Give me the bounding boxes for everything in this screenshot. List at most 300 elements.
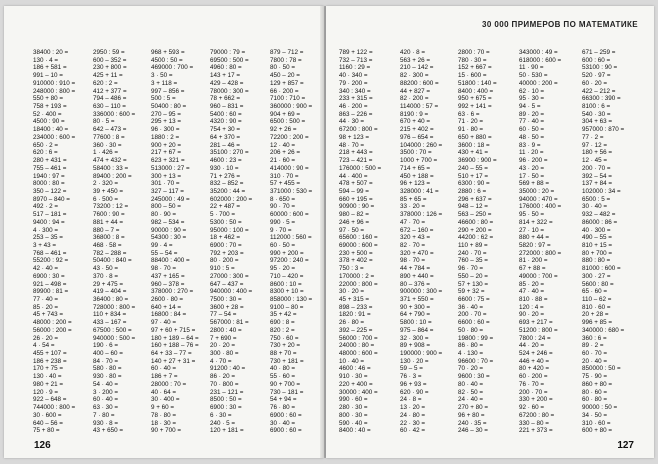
math-example: 3600 + 28 =: [210, 303, 244, 311]
math-example: 96 + 123 =: [400, 180, 431, 188]
math-example: 976 – 654 =: [400, 133, 434, 141]
math-example: 758 + 193 =: [33, 103, 67, 111]
math-example: 71 · 20 =: [458, 118, 484, 126]
math-example: 980 + 21 =: [33, 380, 64, 388]
math-example: 1820 : 91 =: [339, 311, 371, 319]
math-example: 310 · 70 =: [270, 172, 299, 180]
math-example: 997 – 856 =: [151, 87, 185, 95]
math-example: 170000 : 2 =: [339, 272, 375, 280]
math-example: 860 + 80 =: [582, 380, 613, 388]
math-example: 360 · 30 =: [93, 141, 122, 149]
math-example: 18 · 30 =: [151, 419, 177, 427]
math-example: 371 + 550 =: [400, 296, 434, 303]
math-example: 618000 : 600 =: [519, 56, 562, 64]
math-example: 4500 : 90 =: [33, 118, 65, 126]
math-example: 96 · 300 =: [151, 126, 180, 134]
math-example: 5820 : 97 =: [519, 241, 551, 249]
math-example: 60 · 20 =: [582, 79, 608, 87]
math-example: 478 + 507 =: [339, 180, 373, 188]
math-example: 510 + 17 =: [458, 172, 489, 180]
math-example: 89 · 20 =: [519, 110, 545, 118]
math-example: 36800 : 8 =: [93, 234, 125, 242]
math-example: 80 – 376 =: [400, 280, 430, 288]
math-example: 10 · 40 =: [339, 357, 365, 365]
math-example: 11 · 20 =: [519, 149, 544, 157]
math-example: 44 + 827 =: [400, 87, 431, 95]
math-example: 81 · 200 =: [519, 257, 548, 265]
math-example: 92 · 60 =: [519, 404, 545, 412]
math-example: 66300 : 390 =: [582, 95, 621, 103]
math-example: 792 + 203 =: [210, 249, 244, 257]
math-example: 930 · 10 =: [210, 164, 239, 172]
math-example: 89900 : 81 =: [33, 288, 69, 296]
math-example: 65600 : 160 =: [339, 234, 378, 242]
math-example: 36900 : 900 =: [458, 157, 497, 165]
math-example: 550 + 80 =: [33, 95, 64, 103]
math-example: 48000 : 600 =: [339, 350, 378, 358]
math-example: 272000 : 800 =: [519, 249, 562, 257]
math-example: 99 · 4 =: [151, 241, 173, 249]
math-example: 97 · 12 =: [582, 141, 608, 149]
math-example: 330 – 80 =: [519, 419, 549, 427]
math-example: 1 · 426 =: [93, 149, 119, 157]
math-example: 980 – 82 =: [339, 211, 369, 219]
math-example: 50 · 530 =: [519, 72, 548, 80]
math-example: 660 + 195 =: [339, 195, 373, 203]
math-example: 67500 : 500 =: [93, 326, 132, 334]
math-example: 22000 : 800 =: [339, 280, 378, 288]
math-example: 97 · 40 =: [151, 319, 177, 327]
math-example: 78000 : 300 =: [210, 87, 249, 95]
math-example: 60 · 200 =: [519, 373, 548, 381]
math-example: 89400 : 200 =: [93, 172, 132, 180]
math-example: 186 + 581 =: [33, 64, 67, 72]
math-example: 55200 : 92 =: [33, 257, 69, 265]
math-example: 524 + 246 =: [519, 350, 553, 358]
math-example: 880 : 80 =: [582, 257, 611, 265]
math-example: 3 · 50 =: [151, 72, 173, 80]
math-example: 4 · 54 =: [33, 342, 55, 350]
math-example: 90 · 70 =: [270, 203, 296, 211]
math-example: 48 · 50 =: [519, 133, 545, 141]
math-example: 80 + 420 =: [519, 365, 550, 373]
math-example: 56000 : 700 =: [339, 334, 378, 342]
math-example: 88400 : 400 =: [151, 257, 190, 265]
math-example: 44 + 784 =: [400, 265, 431, 273]
math-example: 940000 : 400 =: [210, 288, 253, 296]
math-example: 96 + 80 =: [458, 411, 485, 419]
math-example: 54300 : 30 =: [151, 234, 187, 242]
math-example: 2880 : 6 =: [458, 187, 487, 195]
math-example: 26 · 80 =: [339, 319, 365, 327]
math-example: 60 · 40 =: [151, 365, 177, 373]
math-example: 78 · 80 =: [151, 411, 177, 419]
math-example: 620 : 2 =: [93, 79, 118, 87]
math-example: 26 · 20 =: [33, 334, 59, 342]
math-example: 60 · 80 =: [582, 396, 608, 404]
math-example: 520 · 97 =: [582, 72, 611, 80]
math-example: 670 + 40 =: [400, 118, 431, 126]
math-example: 90000 : 50 =: [582, 404, 618, 412]
math-example: 728000 : 800 =: [93, 303, 136, 311]
left-page: [4, 6, 324, 458]
math-example: 563 + 26 =: [400, 56, 431, 64]
math-example: 5400 : 60 =: [210, 110, 242, 118]
math-example: 114000 : 57 =: [400, 103, 439, 111]
math-example: 94 · 5 =: [519, 103, 541, 111]
math-example: 320 + 43 =: [400, 234, 431, 242]
math-example: 21 · 60 =: [270, 157, 296, 165]
math-example: 996 + 85 =: [582, 319, 613, 327]
math-example: 120 · 9 =: [33, 388, 59, 396]
math-example: 789 + 122 =: [339, 49, 373, 56]
column-9: [519, 49, 581, 435]
math-example: 690 : 8 =: [270, 319, 295, 327]
math-example: 650 + 880 =: [458, 133, 492, 141]
math-example: 8970 – 840 =: [33, 195, 70, 203]
math-example: 44200 : 62 =: [458, 234, 494, 242]
math-example: 4 · 300 =: [33, 226, 59, 234]
math-example: 60000 : 600 =: [270, 211, 309, 219]
math-example: 1000 + 700 =: [400, 157, 438, 165]
math-example: 450 + 188 =: [400, 172, 434, 180]
math-example: 18400 : 40 =: [33, 126, 69, 134]
math-example: 7500 : 30 =: [210, 296, 242, 303]
math-example: 320 + 470 =: [400, 249, 434, 257]
math-example: 642 – 473 =: [93, 126, 127, 134]
math-example: 80 · 60 =: [582, 388, 608, 396]
math-example: 176000 : 500 =: [339, 164, 382, 172]
math-example: 79000 : 79 =: [210, 49, 246, 56]
math-example: 60 · 50 =: [519, 126, 545, 134]
math-example: 72200 : 200 =: [270, 133, 309, 141]
math-example: 89 · 2 =: [582, 342, 604, 350]
math-example: 2800 : 40 =: [210, 326, 242, 334]
math-example: 30 · 400 =: [151, 396, 180, 404]
math-example: 35100 : 270 =: [210, 149, 249, 157]
math-example: 76 · 3 =: [400, 373, 422, 381]
math-example: 378000 : 270 =: [151, 288, 194, 296]
math-example: 732 – 713 =: [339, 56, 373, 64]
math-example: 32 · 300 =: [400, 334, 429, 342]
math-example: 180 + 189 – 64 =: [151, 334, 199, 342]
math-example: 858000 : 130 =: [270, 296, 313, 303]
math-example: 30000 : 400 =: [339, 388, 378, 396]
math-example: 378000 : 126 =: [400, 211, 443, 219]
math-example: 513000 : 27 =: [151, 164, 190, 172]
math-example: 992 + 141 =: [458, 103, 492, 111]
math-example: 55 – 54 =: [151, 249, 178, 257]
math-example: 422 – 212 =: [582, 87, 616, 95]
math-example: 280 + 431 =: [33, 157, 67, 165]
math-example: 77 · 40 =: [33, 296, 59, 303]
math-example: 218 + 443 =: [339, 149, 373, 157]
math-example: 492 · 2 =: [33, 203, 59, 211]
math-example: 33 · 20 =: [400, 203, 426, 211]
math-example: 90 + 700 =: [151, 427, 182, 435]
math-example: 540 · 30 =: [582, 110, 611, 118]
math-example: 92 + 26 =: [270, 126, 297, 134]
math-example: 30 · 600 =: [33, 411, 62, 419]
math-example: 455 + 107 =: [33, 350, 67, 358]
math-example: 80 · 90 =: [151, 211, 177, 219]
math-example: 490 – 55 =: [582, 234, 612, 242]
math-example: 930 · 8 =: [93, 419, 119, 427]
math-example: 28000 : 70 =: [151, 380, 187, 388]
math-example: 921 – 498 =: [33, 280, 67, 288]
math-example: 4960 : 80 =: [210, 64, 242, 72]
math-example: 60 · 70 =: [582, 350, 608, 358]
math-example: 89 + 908 =: [400, 342, 431, 350]
math-example: 360000 : 900 =: [270, 103, 313, 111]
column-4: [210, 49, 272, 435]
math-example: 70 · 20 =: [458, 365, 484, 373]
math-example: 8 · 650 =: [270, 195, 296, 203]
math-example: 102000 : 34 =: [582, 187, 621, 195]
math-example: 304 + 63 =: [582, 118, 613, 126]
math-example: 50 · 80 =: [458, 326, 484, 334]
math-example: 95 · 30 =: [519, 95, 545, 103]
math-example: 300 + 13 =: [151, 172, 182, 180]
math-example: 96 + 93 =: [400, 380, 427, 388]
math-example: 40 · 340 =: [339, 72, 368, 80]
math-example: 143 + 17 =: [210, 72, 241, 80]
math-example: 230 + 800 =: [93, 64, 127, 72]
math-example: 78 + 662 =: [210, 95, 241, 103]
math-example: 170 + 75 =: [33, 365, 64, 373]
math-example: 5800 : 10 =: [400, 319, 432, 327]
math-example: 233 + 315 =: [339, 95, 373, 103]
math-example: 190000 : 900 =: [400, 350, 443, 358]
math-example: 810 + 15 =: [582, 241, 613, 249]
math-example: 30 · 20 =: [339, 288, 365, 296]
math-example: 4600 : 23 =: [210, 157, 242, 165]
math-example: 44 · 30 =: [339, 118, 365, 126]
math-example: 3500 : 70 =: [400, 149, 432, 157]
math-example: 7800 : 24 =: [519, 334, 551, 342]
math-example: 90 + 700 =: [270, 380, 301, 388]
math-example: 40 · 80 =: [270, 365, 296, 373]
math-example: 40 · 300 =: [582, 226, 611, 234]
math-example: 968 + 593 =: [151, 49, 185, 56]
math-example: 8500 : 50 =: [210, 396, 242, 404]
math-example: 9400 : 94 =: [33, 218, 65, 226]
math-example: 190 · 6 =: [93, 342, 119, 350]
math-example: 881 + 44 =: [93, 218, 124, 226]
math-example: 4320 : 90 =: [210, 118, 242, 126]
math-example: 30 · 40 =: [270, 419, 296, 427]
math-example: 86000 : 86 =: [582, 218, 618, 226]
math-example: 67200 : 80 =: [519, 411, 555, 419]
math-example: 246 + 96 =: [339, 218, 370, 226]
math-example: 36400 : 80 =: [93, 296, 129, 303]
page-title: 30 000 ПРИМЕРОВ ПО МАТЕМАТИКЕ: [482, 20, 638, 29]
math-example: 2950 : 59 =: [93, 49, 125, 56]
math-example: 64 + 33 – 77 =: [151, 350, 192, 358]
math-example: 49000 : 700 =: [519, 272, 558, 280]
math-example: 50400 : 840 =: [93, 257, 132, 265]
math-example: 217 + 67 =: [151, 149, 182, 157]
math-example: 48 · 70 =: [339, 141, 365, 149]
math-example: 97200 : 240 =: [270, 257, 309, 265]
math-example: 650 · 2 =: [33, 141, 59, 149]
math-example: 2800 : 70 =: [458, 49, 490, 56]
math-example: 350 – 122 =: [33, 187, 67, 195]
math-example: 8400 : 40 =: [339, 427, 371, 435]
math-example: 97 + 60 + 715 =: [151, 326, 196, 334]
math-example: 47 · 40 =: [519, 288, 545, 296]
math-example: 85 · 20 =: [33, 303, 59, 311]
math-example: 50400 : 80 =: [151, 103, 187, 111]
math-example: 64 + 370 =: [210, 133, 241, 141]
math-example: 800 – 50 =: [151, 203, 181, 211]
math-example: 2 · 320 =: [93, 180, 119, 188]
math-example: 672 – 160 =: [400, 226, 434, 234]
math-example: 240 · 5 =: [210, 419, 236, 427]
math-example: 51200 : 800 =: [519, 326, 558, 334]
math-example: 6900 : 60 =: [270, 411, 302, 419]
column-1: [33, 49, 95, 435]
math-example: 16800 : 84 =: [151, 311, 187, 319]
math-example: 782 – 288 =: [93, 249, 127, 257]
math-example: 7800 : 78 =: [270, 56, 302, 64]
math-example: 850000 : 50 =: [582, 365, 621, 373]
math-example: 90000 : 90 =: [151, 226, 187, 234]
math-example: 58400 : 33 =: [93, 164, 129, 172]
math-example: 693 + 217 =: [519, 319, 553, 327]
math-example: 640 + 14 =: [151, 303, 182, 311]
math-example: 20 + 28 =: [582, 311, 609, 319]
math-example: 990 · 60 =: [339, 396, 368, 404]
math-example: 20 · 20 =: [210, 342, 236, 350]
math-example: 982 – 534 =: [151, 218, 185, 226]
math-example: 59 + 32 =: [458, 288, 485, 296]
math-example: 22 + 487 =: [210, 203, 241, 211]
math-example: 75 + 80 =: [33, 427, 60, 435]
math-example: 17 · 50 =: [519, 172, 545, 180]
math-example: 6500 : 500 =: [270, 118, 306, 126]
math-example: 2600 · 80 =: [151, 296, 184, 303]
math-example: 110 – 62 =: [582, 296, 612, 303]
math-example: 1880 : 2 =: [151, 133, 180, 141]
math-example: 180 + 56 =: [582, 149, 613, 157]
math-example: 8000 : 80 =: [33, 180, 65, 188]
math-example: 39 + 450 =: [93, 187, 124, 195]
math-example: 990 · 5 =: [270, 218, 296, 226]
math-example: 8100 : 6 =: [582, 103, 611, 111]
math-example: 623 + 321 =: [151, 157, 185, 165]
math-example: 42 · 40 =: [33, 265, 59, 273]
math-example: 215 + 402 =: [400, 126, 434, 134]
math-example: 6900 : 30 =: [210, 404, 242, 412]
math-example: 82 · 70 =: [400, 241, 426, 249]
math-example: 98 · 70 =: [151, 265, 177, 273]
math-example: 280 · 30 =: [339, 404, 368, 412]
math-example: 46 · 200 =: [339, 103, 368, 111]
math-example: 392 – 54 =: [582, 172, 612, 180]
math-example: 57 + 455 =: [270, 180, 301, 188]
math-example: 420 · 8 =: [400, 49, 426, 56]
math-example: 24 · 80 =: [400, 411, 426, 419]
page-number-left: 126: [34, 440, 51, 451]
math-example: 91 · 80 =: [458, 126, 484, 134]
page-number-right: 127: [617, 440, 634, 451]
math-example: 13 · 20 =: [400, 404, 426, 412]
math-example: 1940 : 97 =: [33, 172, 65, 180]
math-example: 948 – 12 =: [458, 203, 488, 211]
math-example: 45 + 743 =: [33, 311, 64, 319]
math-example: 40 · 64 =: [151, 388, 177, 396]
math-example: 754 + 30 =: [210, 126, 241, 134]
math-example: 800 · 30 =: [339, 411, 368, 419]
math-example: 200 · 70 =: [458, 311, 487, 319]
math-example: 66 · 200 =: [270, 87, 299, 95]
math-example: 91200 : 40 =: [210, 365, 246, 373]
math-example: 210 – 142 =: [400, 64, 434, 72]
math-example: 730 + 20 =: [270, 342, 301, 350]
math-example: 429 – 428 =: [210, 79, 244, 87]
column-8: [458, 49, 520, 435]
math-example: 110 + 834 =: [93, 311, 127, 319]
math-example: 186 + 7 =: [151, 373, 178, 381]
math-example: 500 : 5 =: [151, 95, 176, 103]
math-example: 270 + 80 =: [458, 404, 489, 412]
math-example: 340 : 340 =: [339, 87, 371, 95]
math-example: 9 · 70 =: [270, 226, 292, 234]
math-example: 898 – 233 =: [339, 303, 373, 311]
math-example: 880 – 7 =: [93, 226, 120, 234]
math-example: 62 · 10 =: [519, 87, 545, 95]
math-example: 54 · 40 =: [93, 380, 119, 388]
math-example: 82 · 300 =: [400, 72, 429, 80]
math-example: 879 – 712 =: [270, 49, 304, 56]
math-example: 220 + 400 =: [339, 380, 373, 388]
math-example: 200 · 70 =: [519, 388, 548, 396]
math-example: 176000 : 400 =: [519, 203, 562, 211]
column-7: [400, 49, 462, 435]
math-example: 600 : 60 =: [582, 56, 611, 64]
math-example: 130 · 40 =: [33, 373, 62, 381]
math-example: 69000 : 600 =: [339, 241, 378, 249]
math-example: 810 · 88 =: [519, 296, 548, 303]
math-example: 750 · 60 =: [270, 334, 299, 342]
math-example: 63 · 6 =: [458, 110, 480, 118]
math-example: 71 + 276 =: [210, 172, 241, 180]
math-example: 714 + 65 =: [400, 164, 431, 172]
math-example: 60 · 42 =: [400, 427, 426, 435]
math-example: 90 · 20 =: [519, 311, 545, 319]
math-example: 820 : 2 =: [270, 326, 295, 334]
math-example: 75 · 90 =: [582, 373, 608, 381]
math-example: 910 · 30 =: [339, 373, 368, 381]
math-example: 120 + 181 =: [210, 427, 244, 435]
math-example: 12 · 40 =: [270, 141, 296, 149]
math-example: 904 + 69 =: [270, 110, 301, 118]
math-example: 11 · 90 =: [519, 64, 544, 72]
math-example: 206 + 26 =: [270, 149, 301, 157]
math-example: 76 · 80 =: [270, 404, 296, 412]
column-3: [151, 49, 213, 435]
math-example: 129 + 857 =: [270, 79, 304, 87]
math-example: 80 · 200 =: [210, 257, 239, 265]
math-example: 95 · 20 =: [270, 265, 296, 273]
math-example: 730 – 181 =: [270, 388, 304, 396]
math-example: 137 + 84 =: [582, 180, 613, 188]
math-example: 77 – 54 =: [210, 311, 237, 319]
math-example: 630 – 110 =: [93, 103, 126, 111]
math-example: 991 – 10 =: [33, 72, 63, 80]
math-example: 94000 : 470 =: [519, 195, 558, 203]
